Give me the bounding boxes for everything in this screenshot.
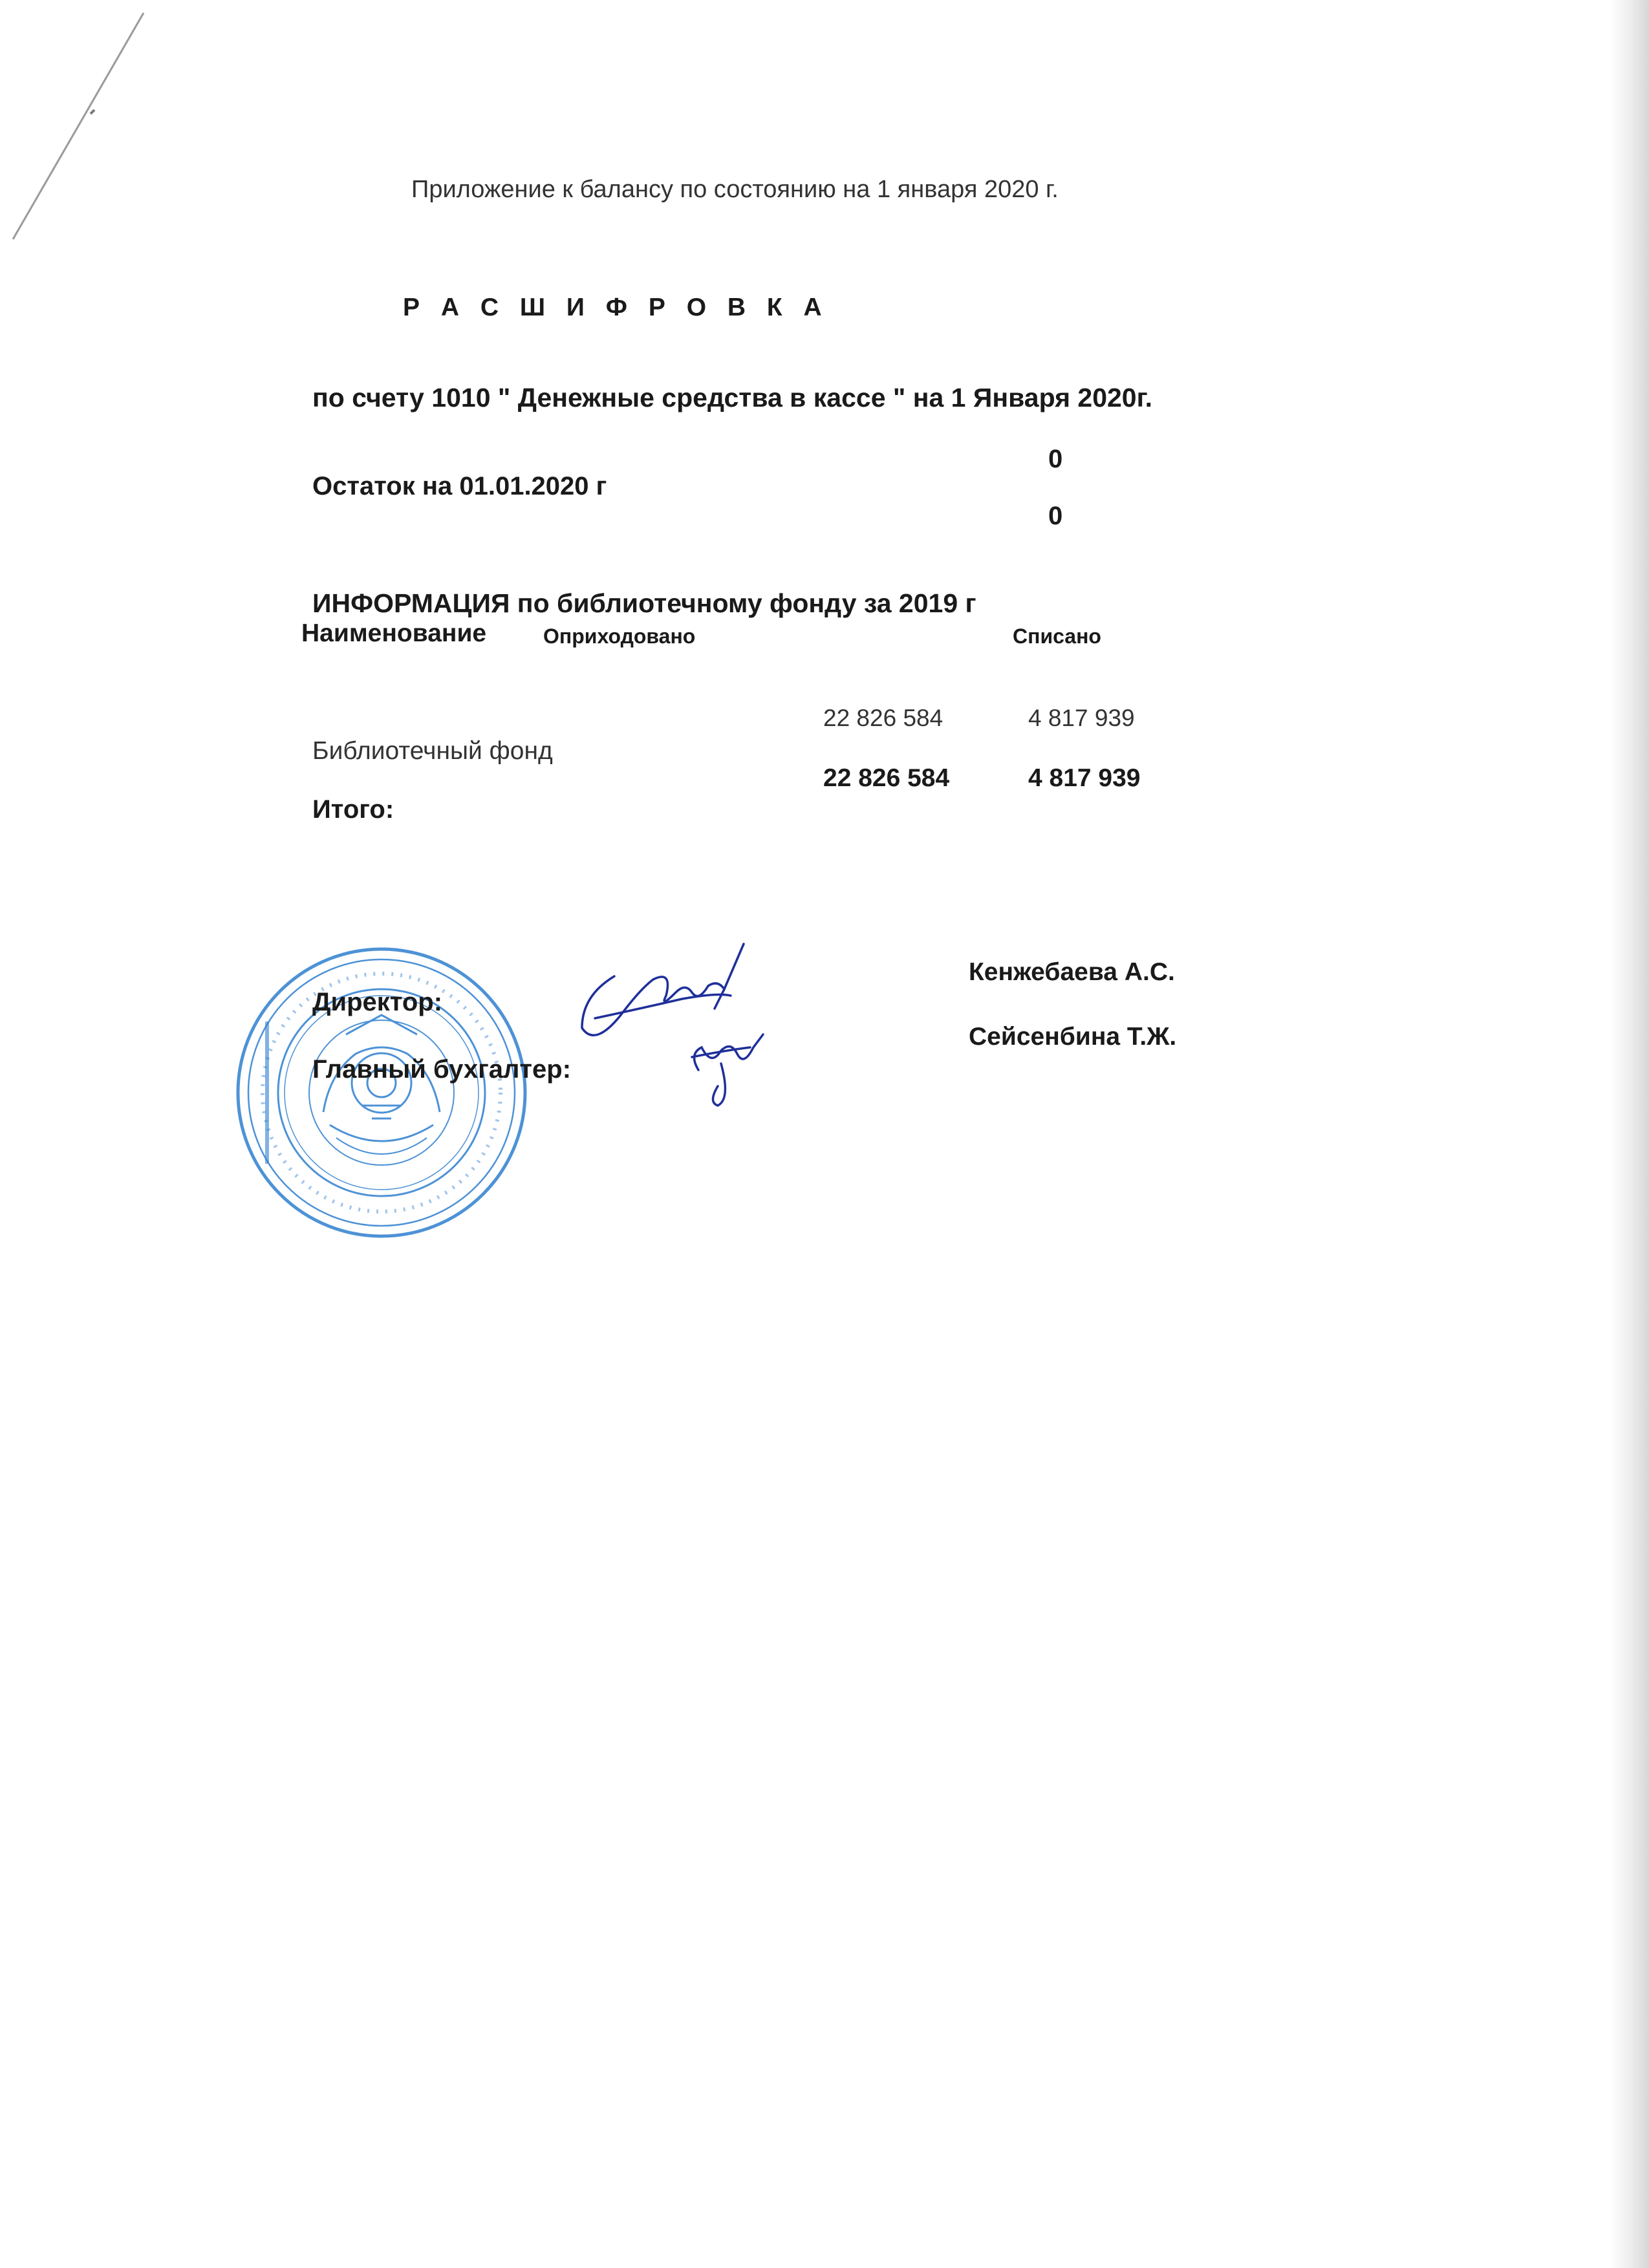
director-label: Директор: [312,988,443,1016]
row-written-off-value: 4 817 939 [1028,705,1135,731]
column-header-received: Оприходовано [543,625,696,648]
balance-label: Остаток на 01.01.2020 г [312,472,607,500]
appendix-line: Приложение к балансу по состоянию на 1 января 2020 г. [411,176,1059,203]
row-name: Библиотечный фонд [312,737,553,765]
handwritten-signatures [569,918,789,1125]
column-header-name: Наименование [301,619,487,647]
row-received-value: 22 826 584 [823,705,943,731]
library-heading: ИНФОРМАЦИЯ по библиотечному фонду за 2019 г [312,588,976,618]
page-edge-shadow [1610,0,1649,2268]
document-title: Р А С Ш И Ф Р О В К А [403,294,829,321]
account-line: по счету 1010 " Денежные средства в кассе " на 1 Января 2020г. [312,383,1152,412]
chief-accountant-name: Сейсенбина Т.Ж. [969,1023,1177,1051]
total-label: Итого: [312,795,394,824]
total-written-off-value: 4 817 939 [1028,764,1141,792]
chief-accountant-label: Главный бухгалтер: [312,1055,572,1084]
total-received-value: 22 826 584 [823,764,950,792]
director-name: Кенжебаева А.С. [969,958,1175,986]
column-header-written-off: Списано [1013,625,1101,648]
balance-value-bottom: 0 [1048,502,1063,530]
scan-corner-mark [0,0,168,246]
balance-value-top: 0 [1048,445,1063,473]
